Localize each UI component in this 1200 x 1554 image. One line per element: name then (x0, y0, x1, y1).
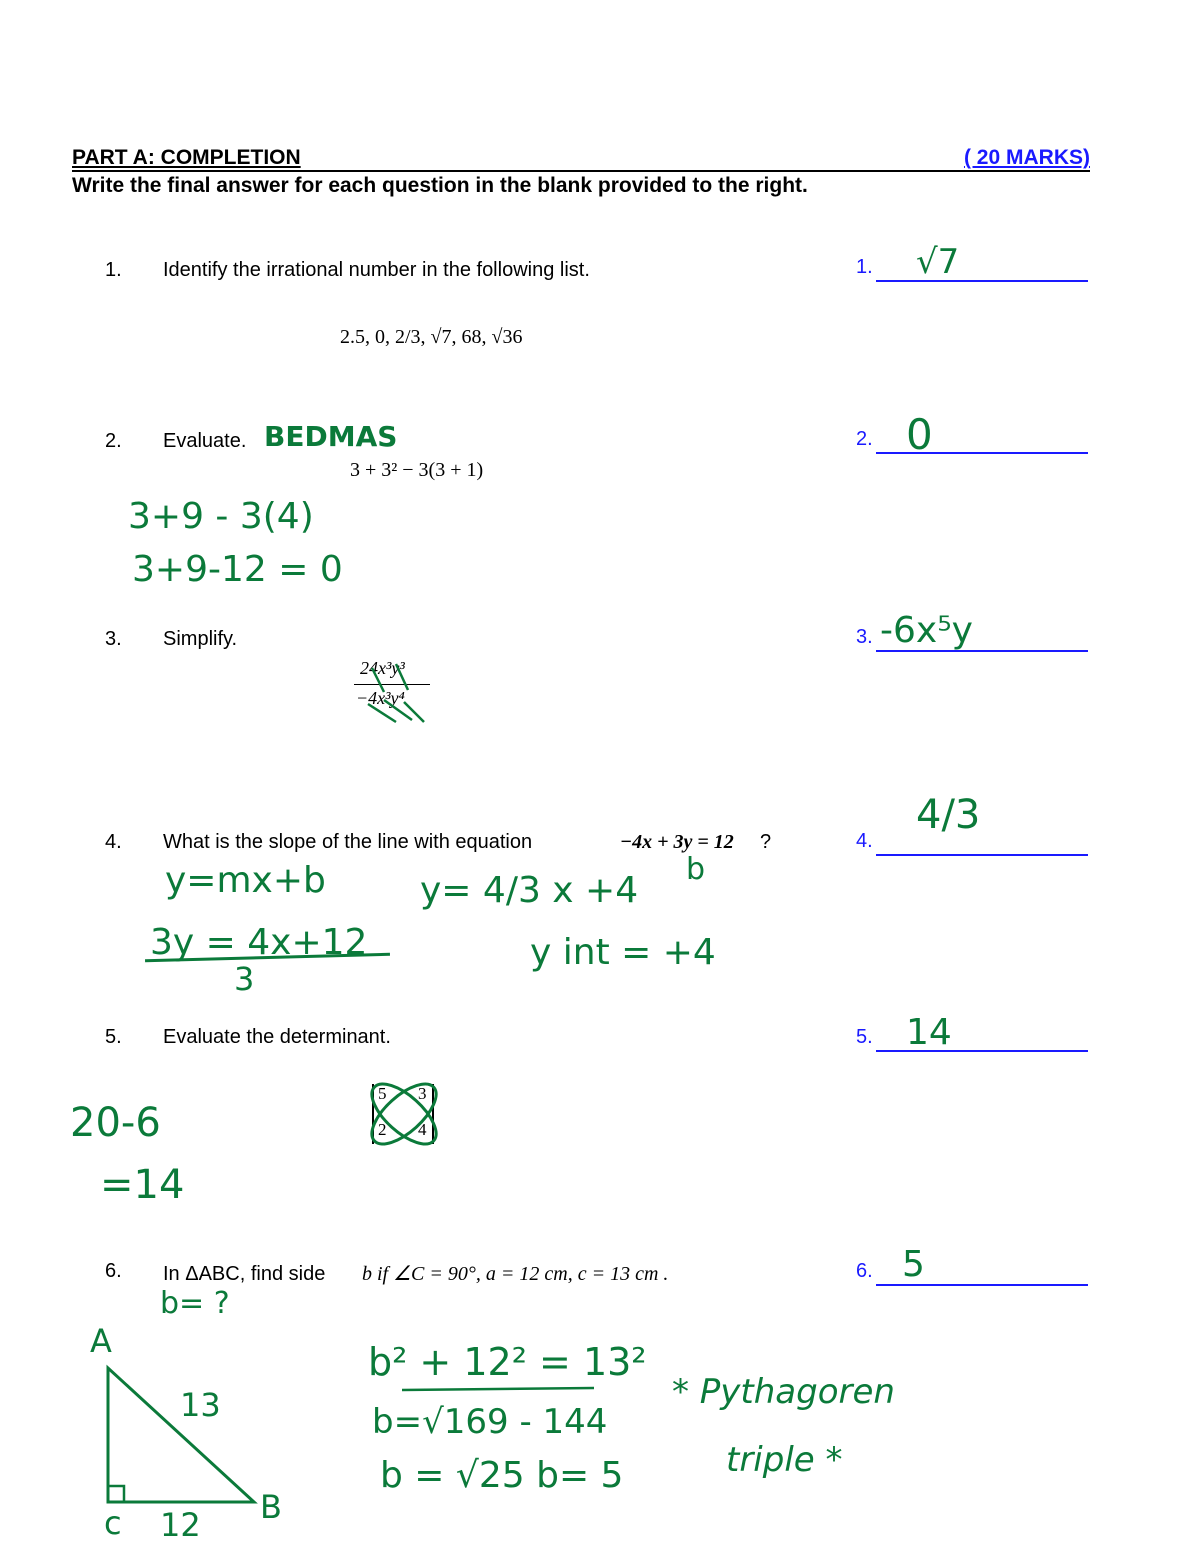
question-1-expression: 2.5, 0, 2/3, √7, 68, √36 (340, 326, 523, 348)
triangle-base-label: 12 (160, 1506, 201, 1544)
question-4-suffix: ? (760, 831, 772, 853)
q5-work-line-2: =14 (100, 1162, 185, 1208)
q6-work-b-question: b= ? (160, 1286, 230, 1321)
question-6-expression: b if ∠C = 90°, a = 12 cm, c = 13 cm . (362, 1263, 669, 1285)
question-2-number: 2. (105, 430, 122, 452)
answer-6-handwritten: 5 (902, 1244, 925, 1285)
question-2-text: Evaluate. (163, 430, 247, 452)
triangle-hypotenuse-label: 13 (180, 1386, 221, 1424)
answer-3-handwritten: -6x⁵y (880, 610, 973, 651)
section-title: PART A: COMPLETION (72, 146, 301, 169)
section-marks: ( 20 MARKS) (963, 146, 1090, 169)
question-3-denominator: −4x³y⁴ (356, 688, 405, 708)
triangle-label-c: c (104, 1504, 122, 1542)
q4-work-b-label: b (686, 852, 706, 887)
matrix-cell-b: 3 (418, 1084, 427, 1103)
q6-work-line-2: b=√169 - 144 (372, 1402, 608, 1442)
triangle-right-angle-mark (108, 1486, 124, 1502)
answer-1-label: 1. (856, 256, 873, 278)
answer-2-handwritten: 0 (906, 410, 933, 459)
question-6-text: In ΔABC, find side (163, 1263, 326, 1285)
triangle-label-a: A (90, 1322, 112, 1360)
answer-3-label: 3. (856, 626, 873, 648)
question-3-text: Simplify. (163, 628, 238, 650)
question-5-number: 5. (105, 1026, 122, 1048)
q6-note-line-2: triple * (726, 1440, 843, 1480)
answer-4-handwritten: 4/3 (916, 792, 981, 838)
question-2-expression: 3 + 3² − 3(3 + 1) (350, 459, 484, 481)
answer-2-label: 2. (856, 428, 873, 450)
answer-5-handwritten: 14 (906, 1012, 952, 1053)
matrix-cell-d: 4 (418, 1120, 427, 1139)
question-3-numerator: 24x³y³ (360, 658, 405, 678)
q6-root-overline (402, 1388, 594, 1390)
q2-bedmas-note: BEDMAS (264, 420, 398, 453)
q3-cancel-marks (368, 664, 424, 722)
q4-work-line-4: y int = +4 (530, 932, 716, 973)
question-6-number: 6. (105, 1260, 122, 1282)
q6-work-line-3: b = √25 b= 5 (380, 1455, 624, 1496)
q4-work-line-1: y=mx+b (165, 860, 326, 901)
matrix-cell-c: 2 (378, 1120, 387, 1139)
question-3-number: 3. (105, 628, 122, 650)
triangle-label-b: B (260, 1488, 282, 1526)
q6-note-line-1: * Pythagoren (672, 1372, 895, 1412)
question-4-number: 4. (105, 831, 122, 853)
q2-work-line-2: 3+9-12 = 0 (132, 549, 343, 590)
question-4-text: What is the slope of the line with equation (163, 831, 533, 853)
question-1-number: 1. (105, 259, 122, 281)
q5-work-line-1: 20-6 (70, 1100, 161, 1146)
q4-work-line-2: 3y = 4x+12 (150, 922, 368, 963)
question-4-equation: −4x + 3y = 12 (620, 831, 734, 853)
matrix-cell-a: 5 (378, 1084, 387, 1103)
question-1-text: Identify the irrational number in the following list. (163, 259, 590, 281)
triangle-shape (108, 1368, 254, 1502)
q2-work-line-1: 3+9 - 3(4) (128, 496, 314, 537)
question-5-text: Evaluate the determinant. (163, 1026, 391, 1048)
answer-1-handwritten: √7 (916, 242, 960, 282)
answer-6-label: 6. (856, 1260, 873, 1282)
instructions: Write the final answer for each question in the blank provided to the right. (72, 174, 808, 197)
answer-4-label: 4. (856, 830, 873, 852)
q4-work-divisor: 3 (234, 960, 255, 998)
answer-5-label: 5. (856, 1026, 873, 1048)
q4-work-line-3: y= 4/3 x +4 (420, 870, 639, 911)
q6-work-line-1: b² + 12² = 13² (368, 1340, 647, 1384)
